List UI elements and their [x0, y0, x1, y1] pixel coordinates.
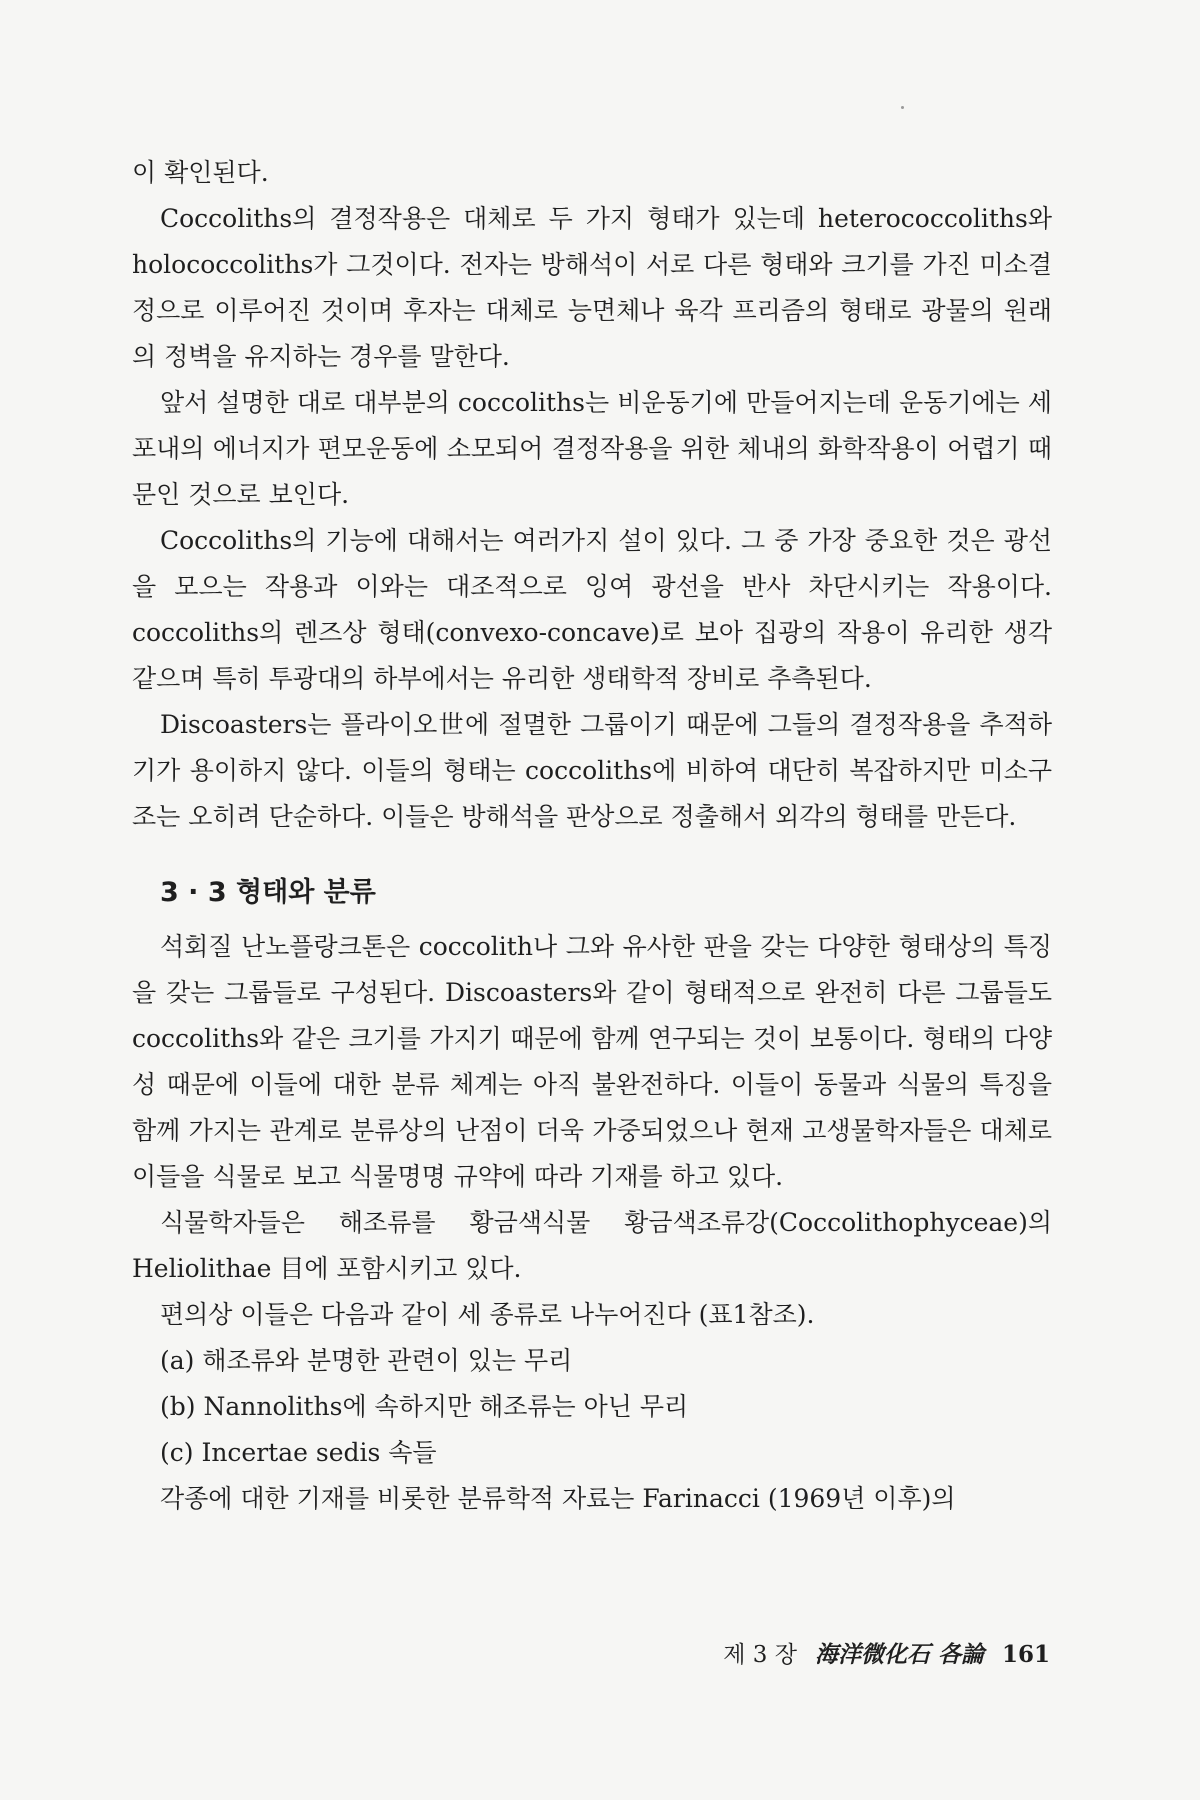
footer-chapter: 제 3 장: [723, 1642, 797, 1668]
list-item: (b) Nannoliths에 속하지만 해조류는 아닌 무리: [160, 1392, 689, 1421]
list-item: (c) Incertae sedis 속들: [160, 1438, 437, 1467]
scan-speck: [901, 106, 904, 109]
paragraph: 각종에 대한 기재를 비롯한 분류학적 자료는 Farinacci (1969년 이후)의: [160, 1484, 956, 1513]
paragraph: Coccoliths의 기능에 대해서는 여러가지 설이 있다. 그 중 가장 중요한 것은 광선을 모으는 작용과 이와는 대조적으로 잉여 광선을 반사 차단시키는 작용이다. coccoliths의 렌즈상 형태(convexo-concave)로 보아 집광의 작용이 유리한 생각 같으며 특히 투광대의 하부에서는 유리한 생태학적 장비로 추측된다.: [132, 526, 1052, 693]
page-footer: [723, 1636, 1050, 1669]
section-heading: 3 · 3 형태와 분류: [160, 877, 376, 908]
paragraph: 이 확인된다.: [132, 158, 269, 187]
main-text: [132, 150, 1052, 1522]
list-item: (a) 해조류와 분명한 관련이 있는 무리: [160, 1346, 573, 1375]
paragraph: 편의상 이들은 다음과 같이 세 종류로 나누어진다 (표1참조).: [160, 1300, 815, 1329]
page-number: 161: [1001, 1641, 1050, 1668]
paragraph: Discoasters는 플라이오世에 절멸한 그룹이기 때문에 그들의 결정작용을 추적하기가 용이하지 않다. 이들의 형태는 coccoliths에 비하여 대단히 복잡하지만 미소구조는 오히려 단순하다. 이들은 방해석을 판상으로 정출해서 외각의 형태를 만든다.: [132, 710, 1052, 831]
paragraph: 앞서 설명한 대로 대부분의 coccoliths는 비운동기에 만들어지는데 운동기에는 세포내의 에너지가 편모운동에 소모되어 결정작용을 위한 체내의 화학작용이 어렵기 때문인 것으로 보인다.: [132, 388, 1052, 509]
paragraph: Coccoliths의 결정작용은 대체로 두 가지 형태가 있는데 heterococcoliths와 holococcoliths가 그것이다. 전자는 방해석이 서로 다른 형태와 크기를 가진 미소결정으로 이루어진 것이며 후자는 대체로 능면체나 육각 프리즘의 형태로 광물의 원래의 정벽을 유지하는 경우를 말한다.: [132, 204, 1052, 371]
paragraph: 식물학자들은 해조류를 황금색식물 황금색조류강(Coccolithophyceae)의 Heliolithae 目에 포함시키고 있다.: [132, 1208, 1052, 1283]
footer-title: 海洋微化石 各論: [814, 1641, 984, 1668]
paragraph: 석회질 난노플랑크톤은 coccolith나 그와 유사한 판을 갖는 다양한 형태상의 특징을 갖는 그룹들로 구성된다. Discoasters와 같이 형태적으로 완전히 다른 그룹들도 coccoliths와 같은 크기를 가지기 때문에 함께 연구되는 것이 보통이다. 형태의 다양성 때문에 이들에 대한 분류 체계는 아직 불완전하다. 이들이 동물과 식물의 특징을 함께 가지는 관계로 분류상의 난점이 더욱 가중되었으나 현재 고생물학자들은 대체로 이들을 식물로 보고 식물명명 규약에 따라 기재를 하고 있다.: [132, 932, 1052, 1191]
